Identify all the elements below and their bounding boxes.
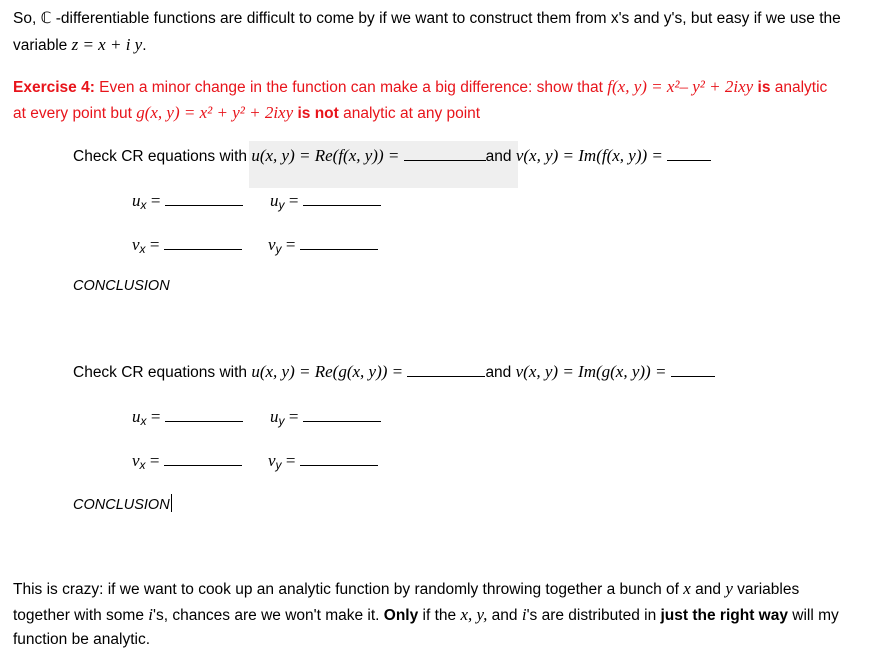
vx-row-f bbox=[132, 235, 242, 256]
complex-C-symbol: ℂ bbox=[40, 10, 52, 27]
check-cr-line-g bbox=[73, 362, 715, 382]
exercise-line-1 bbox=[13, 77, 827, 97]
equals-sign: = bbox=[150, 191, 161, 210]
equals-sign: = bbox=[285, 451, 296, 470]
intro-line-1 bbox=[13, 9, 841, 28]
ux-subscript: x bbox=[140, 198, 147, 212]
x-math: x bbox=[683, 579, 691, 598]
ux-blank-g[interactable] bbox=[165, 420, 243, 422]
text-cursor bbox=[171, 494, 172, 512]
uy-subscript: y bbox=[278, 414, 285, 428]
conclusion-g: CONCLUSION bbox=[73, 497, 170, 513]
z-definition-math: z = x + i y bbox=[71, 35, 143, 54]
ux-blank-f[interactable] bbox=[165, 204, 243, 206]
vx-row-g bbox=[132, 451, 242, 472]
exercise-text: at every point but bbox=[13, 105, 137, 122]
exercise-text: analytic bbox=[770, 79, 828, 96]
vx-symbol: v bbox=[132, 235, 140, 254]
vy-row-g bbox=[268, 451, 378, 472]
conclusion-g-line[interactable] bbox=[73, 494, 172, 513]
vx-blank-f[interactable] bbox=[164, 248, 242, 250]
f-definition-math: f(x, y) = x²– y² + 2ixy bbox=[607, 77, 754, 96]
u-answer-blank-g[interactable] bbox=[407, 375, 485, 377]
xy-math: x, y, bbox=[460, 605, 488, 624]
uy-symbol: u bbox=[270, 191, 279, 210]
uy-blank-f[interactable] bbox=[303, 204, 381, 206]
equals-sign: = bbox=[149, 235, 160, 254]
and-text: and bbox=[485, 148, 516, 165]
uy-row-f bbox=[270, 191, 381, 212]
closing-line-1 bbox=[13, 579, 799, 599]
vx-subscript: x bbox=[139, 242, 146, 256]
uy-blank-g[interactable] bbox=[303, 420, 381, 422]
vx-blank-g[interactable] bbox=[164, 464, 242, 466]
check-cr-line-f bbox=[73, 146, 711, 166]
intro-text: -differentiable functions are difficult to come by if we want to construct them from x's and y's, but easy if we use the bbox=[51, 10, 841, 27]
exercise-line-2 bbox=[13, 103, 480, 123]
vy-symbol: v bbox=[268, 451, 276, 470]
vy-subscript: y bbox=[275, 242, 282, 256]
intro-line-2 bbox=[13, 35, 147, 55]
closing-text: together with some bbox=[13, 607, 149, 624]
uy-subscript: y bbox=[278, 198, 285, 212]
v-answer-blank-f[interactable] bbox=[667, 159, 711, 161]
intro-text: variable bbox=[13, 37, 72, 54]
v-definition-f: v(x, y) = Im(f(x, y)) = bbox=[515, 146, 663, 165]
just-right-bold: just the right way bbox=[660, 607, 788, 624]
vy-row-f bbox=[268, 235, 378, 256]
uy-symbol: u bbox=[270, 407, 279, 426]
conclusion-f[interactable]: CONCLUSION bbox=[73, 278, 170, 294]
vx-subscript: x bbox=[139, 458, 146, 472]
check-text: Check CR equations with bbox=[73, 148, 252, 165]
u-definition-g: u(x, y) = Re(g(x, y)) = bbox=[251, 362, 404, 381]
closing-text: 's, chances are we won't make it. bbox=[153, 607, 384, 624]
check-text: Check CR equations with bbox=[73, 364, 252, 381]
exercise-label: Exercise 4: bbox=[13, 79, 95, 96]
closing-text: and bbox=[487, 607, 522, 624]
equals-sign: = bbox=[150, 407, 161, 426]
ux-row-g bbox=[132, 407, 243, 428]
closing-text: if the bbox=[418, 607, 461, 624]
exercise-text: Even a minor change in the function can make a big difference: show that bbox=[94, 79, 608, 96]
vy-symbol: v bbox=[268, 235, 276, 254]
closing-text: variables bbox=[732, 581, 800, 598]
ux-subscript: x bbox=[140, 414, 147, 428]
closing-text: This is crazy: if we want to cook up an analytic function by randomly throwing together a bunch of bbox=[13, 581, 684, 598]
closing-text: and bbox=[690, 581, 726, 598]
equals-sign: = bbox=[149, 451, 160, 470]
i-math: i bbox=[148, 605, 153, 624]
ux-symbol: u bbox=[132, 191, 141, 210]
exercise-text: analytic at any point bbox=[338, 105, 481, 122]
vy-blank-g[interactable] bbox=[300, 464, 378, 466]
v-answer-blank-g[interactable] bbox=[671, 375, 715, 377]
uy-row-g bbox=[270, 407, 381, 428]
closing-line-2 bbox=[13, 605, 839, 625]
ux-symbol: u bbox=[132, 407, 141, 426]
closing-line-3: function be analytic. bbox=[13, 631, 151, 648]
ux-row-f bbox=[132, 191, 243, 212]
vy-blank-f[interactable] bbox=[300, 248, 378, 250]
i-math: i bbox=[521, 605, 527, 624]
y-math: y bbox=[725, 579, 733, 598]
intro-text: . bbox=[142, 37, 147, 54]
v-definition-g: v(x, y) = Im(g(x, y)) = bbox=[515, 362, 667, 381]
u-answer-blank-f[interactable] bbox=[404, 159, 486, 161]
closing-text: will my bbox=[787, 607, 839, 624]
equals-sign: = bbox=[285, 235, 296, 254]
exercise-is: is bbox=[753, 79, 771, 96]
u-definition-f: u(x, y) = Re(f(x, y)) = bbox=[251, 146, 400, 165]
vx-symbol: v bbox=[132, 451, 140, 470]
g-definition-math: g(x, y) = x² + y² + 2ixy bbox=[136, 103, 294, 122]
and-text: and bbox=[485, 364, 516, 381]
vy-subscript: y bbox=[275, 458, 282, 472]
equals-sign: = bbox=[288, 407, 299, 426]
closing-text: 's are distributed in bbox=[526, 607, 661, 624]
equals-sign: = bbox=[288, 191, 299, 210]
only-bold: Only bbox=[383, 607, 419, 624]
intro-text: So, bbox=[13, 10, 41, 27]
exercise-is-not: is not bbox=[293, 105, 339, 122]
